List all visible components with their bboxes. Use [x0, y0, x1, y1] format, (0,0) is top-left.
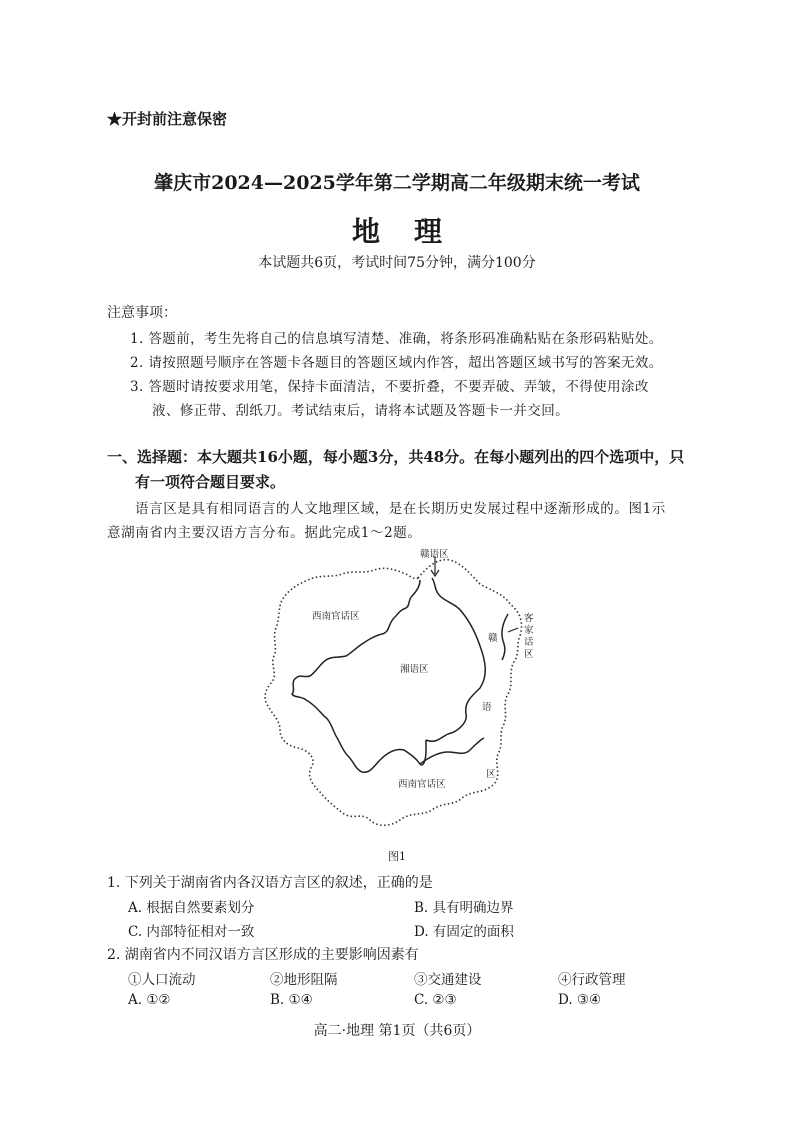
map-label-kejia-1: 客 — [524, 613, 534, 624]
question-2-stem: 2. 湖南省内不同汉语方言区形成的主要影响因素有 — [107, 947, 419, 963]
q2-option-a: A. ①② — [128, 992, 171, 1008]
map-label-gan-side-2: 语 — [482, 702, 492, 713]
notes-heading: 注意事项： — [107, 305, 177, 321]
material-intro-cont: 意湖南省内主要汉语方言分布。据此完成1～2题。 — [107, 525, 422, 541]
map-label-gan-side-3: 区 — [486, 769, 496, 780]
exam-title: 肇庆市2024—2025学年第二学期高二年级期末统一考试 — [154, 172, 640, 194]
map-label-xinan-bottom: 西南官话区 — [398, 779, 446, 790]
map-label-xinan-top: 西南官话区 — [312, 611, 360, 622]
map-svg — [258, 544, 538, 844]
map-label-gan-top: 赣语区 — [420, 549, 449, 560]
q2-factor-3: ③交通建设 — [414, 972, 482, 988]
page-footer: 高二·地理 第1页（共6页） — [313, 1023, 481, 1039]
q1-option-c: C. 内部特征相对一致 — [128, 924, 255, 940]
subject-title: 地理 — [351, 215, 476, 248]
map-label-kejia-3: 话 — [524, 637, 534, 648]
figure-caption: 图1 — [388, 850, 406, 863]
q2-factor-4: ④行政管理 — [558, 972, 626, 988]
xiang-boundary — [426, 578, 485, 741]
map-label-kejia-2: 家 — [524, 625, 534, 636]
map-label-gan-side-1: 赣 — [488, 633, 498, 644]
confidential-mark: ★开封前注意保密 — [107, 110, 228, 128]
section-heading-cont: 有一项符合题目要求。 — [135, 473, 286, 491]
q2-option-c: C. ②③ — [414, 992, 457, 1008]
note-item-2: 2. 请按照题号顺序在答题卡各题目的答题区域内作答，超出答题区域书写的答案无效。 — [130, 355, 663, 371]
xinan-south-boundary — [420, 738, 484, 764]
q1-option-d: D. 有固定的面积 — [414, 924, 514, 940]
map-label-kejia-4: 区 — [524, 649, 534, 660]
section-heading: 一、选择题：本大题共16小题，每小题3分，共48分。在每小题列出的四个选项中，只 — [107, 448, 685, 466]
note-item-3: 3. 答题时请按要求用笔，保持卡面清洁，不要折叠，不要弄破、弄皱，不得使用涂改 — [130, 379, 649, 395]
q1-option-a: A. 根据自然要素划分 — [128, 900, 255, 916]
material-intro: 语言区是具有相同语言的人文地理区域，是在长期历史发展过程中逐渐形成的。图1示 — [135, 501, 666, 517]
note-item-3-cont: 液、修正带、刮纸刀。考试结束后，请将本试题及答题卡一并交回。 — [152, 403, 569, 419]
exam-info: 本试题共6页，考试时间75分钟，满分100分 — [258, 255, 536, 271]
q2-factor-1: ①人口流动 — [128, 972, 196, 988]
kejia-arrow — [508, 628, 518, 632]
q2-factor-2: ②地形阻隔 — [270, 972, 338, 988]
hunan-dialect-map — [258, 544, 538, 844]
q2-option-d: D. ③④ — [558, 992, 602, 1008]
province-boundary — [265, 560, 522, 826]
note-item-1: 1. 答题前，考生先将自己的信息填写清楚、准确，将条形码准确粘贴在条形码粘贴处。 — [130, 331, 663, 347]
question-1-stem: 1. 下列关于湖南省内各汉语方言区的叙述，正确的是 — [107, 875, 433, 891]
kejia-boundary — [502, 614, 508, 660]
q1-option-b: B. 具有明确边界 — [414, 900, 514, 916]
q2-option-b: B. ①④ — [270, 992, 313, 1008]
map-label-xiang: 湘语区 — [400, 664, 429, 675]
